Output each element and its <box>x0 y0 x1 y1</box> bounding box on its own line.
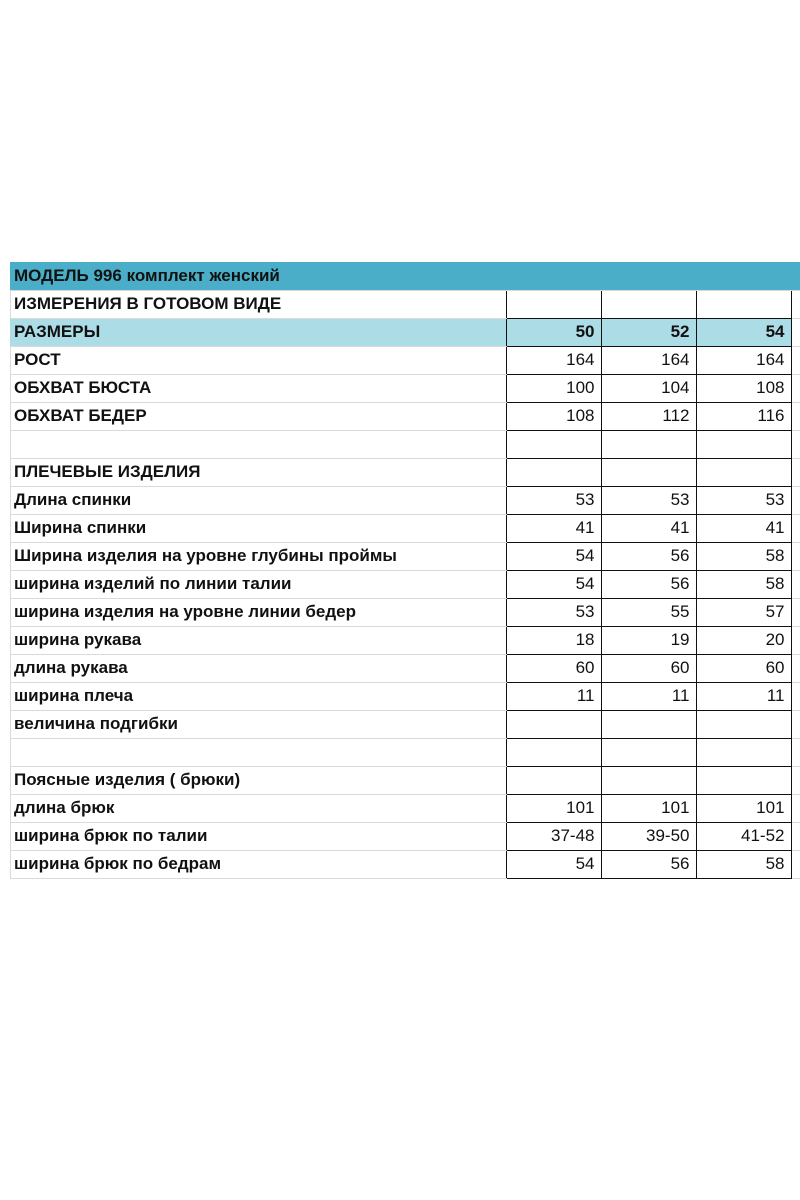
value-size-50 <box>506 458 601 486</box>
empty-cell <box>791 598 800 626</box>
value-size-52 <box>601 430 696 458</box>
empty-cell <box>506 290 601 318</box>
value-size-54: 101 <box>696 794 791 822</box>
value-size-50: 108 <box>506 402 601 430</box>
value-size-54: 60 <box>696 654 791 682</box>
value-size-50: 53 <box>506 486 601 514</box>
empty-cell <box>791 346 800 374</box>
value-size-54 <box>696 458 791 486</box>
faded-watermark <box>40 40 800 260</box>
value-size-52: 112 <box>601 402 696 430</box>
measurement-label: ширина изделия на уровне линии бедер <box>10 598 506 626</box>
measurement-label: Ширина спинки <box>10 514 506 542</box>
empty-cell <box>791 458 800 486</box>
empty-cell <box>791 430 800 458</box>
measurement-row <box>10 738 800 766</box>
empty-cell <box>791 542 800 570</box>
value-size-50 <box>506 738 601 766</box>
value-size-54: 58 <box>696 570 791 598</box>
value-size-54: 58 <box>696 542 791 570</box>
value-size-54: 164 <box>696 346 791 374</box>
measurement-label: ширина изделий по линии талии <box>10 570 506 598</box>
measurement-row <box>10 570 800 598</box>
value-size-52: 55 <box>601 598 696 626</box>
sizes-header-row <box>10 318 800 346</box>
value-size-50 <box>506 430 601 458</box>
size-54-header: 54 <box>696 318 791 346</box>
measurement-row <box>10 374 800 402</box>
measurement-label: РОСТ <box>10 346 506 374</box>
empty-cell <box>791 850 800 878</box>
measurement-label <box>10 430 506 458</box>
value-size-54 <box>696 430 791 458</box>
value-size-52: 11 <box>601 682 696 710</box>
value-size-54: 116 <box>696 402 791 430</box>
measurement-row <box>10 542 800 570</box>
measurement-label: ОБХВАТ БЕДЕР <box>10 402 506 430</box>
value-size-50: 11 <box>506 682 601 710</box>
value-size-52 <box>601 458 696 486</box>
value-size-54 <box>696 766 791 794</box>
measurement-row <box>10 598 800 626</box>
value-size-50 <box>506 766 601 794</box>
value-size-52: 101 <box>601 794 696 822</box>
measurement-label: длина брюк <box>10 794 506 822</box>
value-size-54: 41-52 <box>696 822 791 850</box>
measurement-row <box>10 430 800 458</box>
value-size-52: 41 <box>601 514 696 542</box>
value-size-54: 58 <box>696 850 791 878</box>
value-size-52: 56 <box>601 542 696 570</box>
empty-cell <box>791 822 800 850</box>
value-size-54: 20 <box>696 626 791 654</box>
measurement-label: Длина спинки <box>10 486 506 514</box>
value-size-50: 53 <box>506 598 601 626</box>
measurement-label: ширина рукава <box>10 626 506 654</box>
empty-cell <box>791 402 800 430</box>
empty-cell <box>791 710 800 738</box>
value-size-52: 164 <box>601 346 696 374</box>
value-size-52: 56 <box>601 850 696 878</box>
value-size-50: 164 <box>506 346 601 374</box>
title-row <box>10 262 800 290</box>
value-size-50: 54 <box>506 850 601 878</box>
empty-cell <box>791 374 800 402</box>
value-size-52: 39-50 <box>601 822 696 850</box>
sizes-label: РАЗМЕРЫ <box>10 318 506 346</box>
value-size-50: 18 <box>506 626 601 654</box>
empty-cell <box>791 318 800 346</box>
empty-cell <box>791 794 800 822</box>
empty-cell <box>791 682 800 710</box>
empty-cell <box>791 486 800 514</box>
measurement-row <box>10 346 800 374</box>
measurement-row <box>10 654 800 682</box>
measurement-label: ширина плеча <box>10 682 506 710</box>
measurement-row <box>10 822 800 850</box>
value-size-50: 41 <box>506 514 601 542</box>
value-size-52: 19 <box>601 626 696 654</box>
measurement-label: Поясные изделия ( брюки) <box>10 766 506 794</box>
value-size-50: 54 <box>506 542 601 570</box>
value-size-52: 56 <box>601 570 696 598</box>
size-chart-sheet <box>10 262 800 879</box>
empty-cell <box>601 290 696 318</box>
measurement-row <box>10 850 800 878</box>
value-size-52: 53 <box>601 486 696 514</box>
size-50-header: 50 <box>506 318 601 346</box>
size-52-header: 52 <box>601 318 696 346</box>
empty-cell <box>791 654 800 682</box>
size-table <box>10 262 800 879</box>
empty-cell <box>696 290 791 318</box>
value-size-52 <box>601 766 696 794</box>
empty-cell <box>791 626 800 654</box>
value-size-50: 60 <box>506 654 601 682</box>
measurement-row <box>10 458 800 486</box>
measurement-row <box>10 514 800 542</box>
empty-cell <box>791 570 800 598</box>
measurement-row <box>10 626 800 654</box>
value-size-54: 108 <box>696 374 791 402</box>
value-size-54: 53 <box>696 486 791 514</box>
empty-cell <box>791 766 800 794</box>
measurement-row <box>10 766 800 794</box>
measurement-label: величина подгибки <box>10 710 506 738</box>
value-size-52: 60 <box>601 654 696 682</box>
value-size-54 <box>696 738 791 766</box>
measurement-row <box>10 682 800 710</box>
value-size-54 <box>696 710 791 738</box>
value-size-52 <box>601 710 696 738</box>
value-size-52: 104 <box>601 374 696 402</box>
subtitle-row <box>10 290 800 318</box>
measurement-label <box>10 738 506 766</box>
empty-cell <box>791 290 800 318</box>
value-size-50 <box>506 710 601 738</box>
value-size-52 <box>601 738 696 766</box>
measurement-label: ширина брюк по талии <box>10 822 506 850</box>
measurement-row <box>10 710 800 738</box>
measurement-label: длина рукава <box>10 654 506 682</box>
empty-cell <box>791 514 800 542</box>
value-size-50: 101 <box>506 794 601 822</box>
measurement-label: ширина брюк по бедрам <box>10 850 506 878</box>
subtitle: ИЗМЕРЕНИЯ В ГОТОВОМ ВИДЕ <box>10 290 506 318</box>
measurement-label: Ширина изделия на уровне глубины проймы <box>10 542 506 570</box>
measurement-row <box>10 794 800 822</box>
value-size-54: 41 <box>696 514 791 542</box>
value-size-54: 57 <box>696 598 791 626</box>
value-size-50: 54 <box>506 570 601 598</box>
measurement-label: ОБХВАТ БЮСТА <box>10 374 506 402</box>
measurement-row <box>10 402 800 430</box>
empty-cell <box>791 738 800 766</box>
sheet-title: МОДЕЛЬ 996 комплект женский <box>10 262 800 290</box>
value-size-50: 100 <box>506 374 601 402</box>
value-size-50: 37-48 <box>506 822 601 850</box>
measurement-row <box>10 486 800 514</box>
measurement-label: ПЛЕЧЕВЫЕ ИЗДЕЛИЯ <box>10 458 506 486</box>
value-size-54: 11 <box>696 682 791 710</box>
